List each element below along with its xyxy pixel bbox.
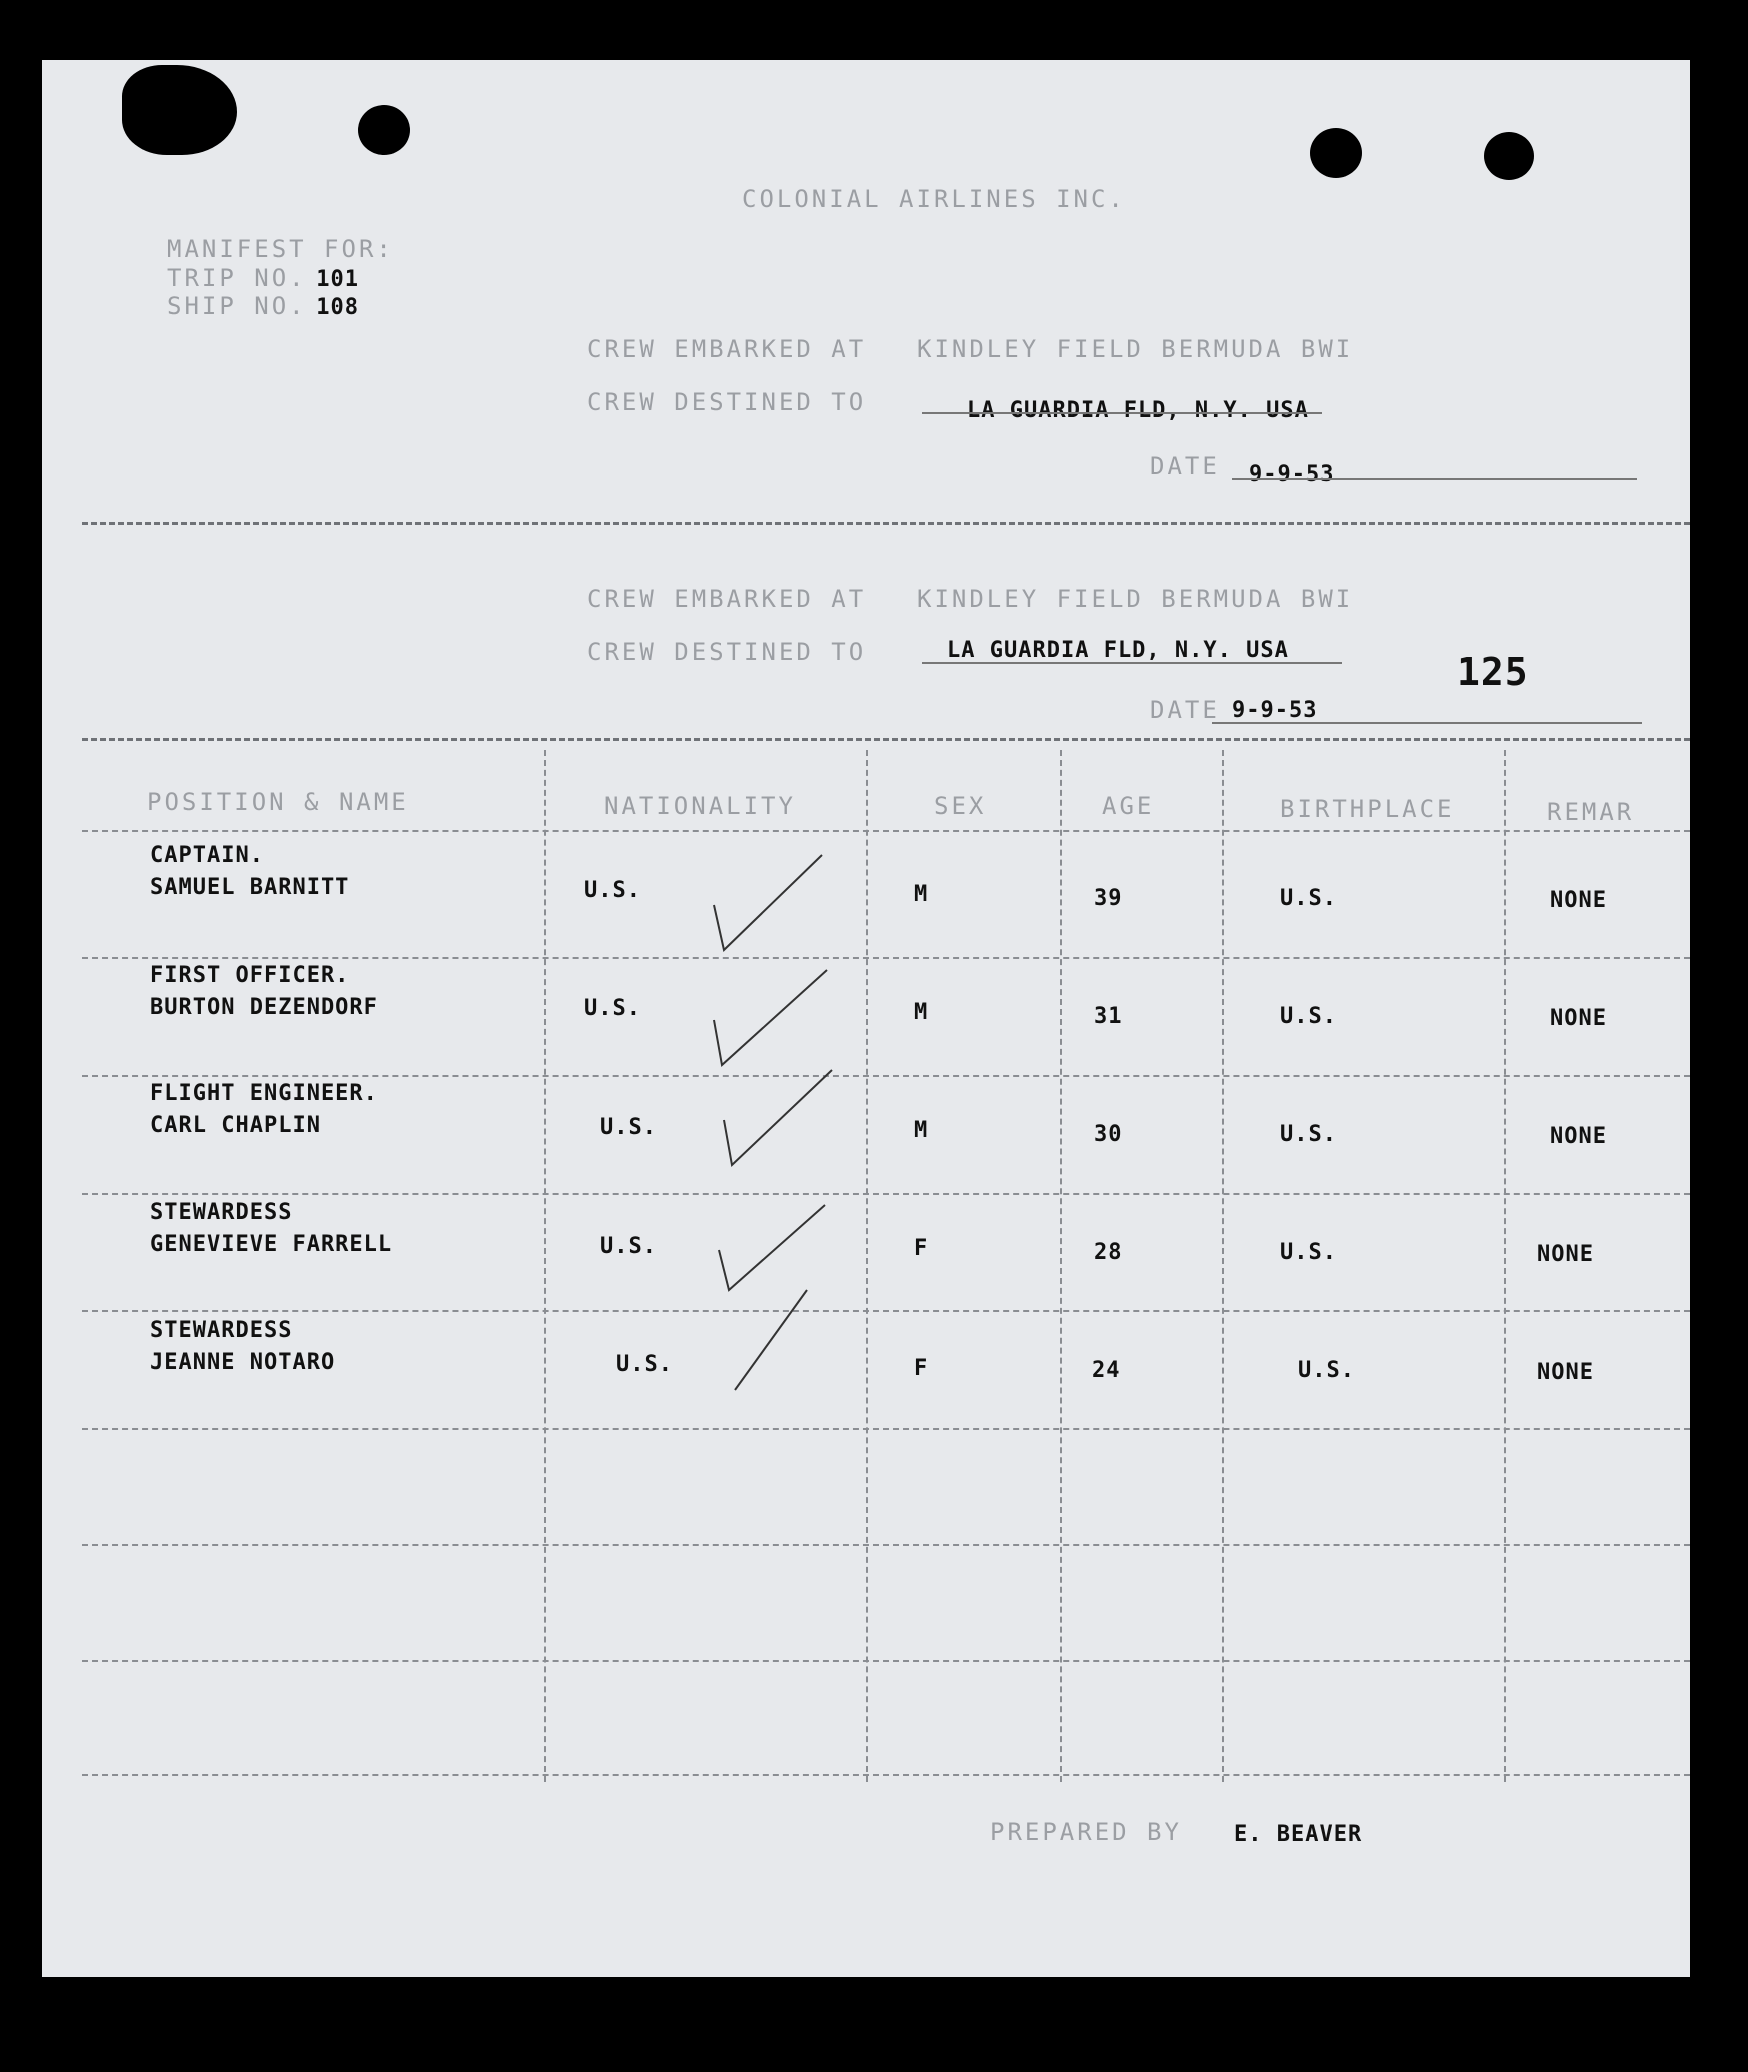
ship-number-row bbox=[167, 292, 359, 320]
section2-destined-underline bbox=[922, 662, 1342, 664]
row2-nationality: U.S. bbox=[584, 996, 641, 1021]
torn-corner-mark bbox=[122, 65, 237, 155]
manifest-sheet bbox=[42, 60, 1690, 1977]
row1-remarks: NONE bbox=[1550, 888, 1607, 913]
row3-sex: M bbox=[914, 1118, 929, 1143]
row2-position: FIRST OFFICER. bbox=[150, 963, 350, 988]
company-name: COLONIAL AIRLINES INC. bbox=[742, 185, 1126, 213]
prepared-by-value: E. BEAVER bbox=[1234, 1822, 1363, 1847]
section1-embarked-label: CREW EMBARKED AT bbox=[587, 335, 867, 363]
row-divider-2 bbox=[82, 1075, 1690, 1077]
row2-sex: M bbox=[914, 1000, 929, 1025]
row3-position: FLIGHT ENGINEER. bbox=[150, 1081, 378, 1106]
header-position-name: POSITION & NAME bbox=[147, 788, 409, 816]
section2-embarked-label: CREW EMBARKED AT bbox=[587, 585, 867, 613]
row2-name: BURTON DEZENDORF bbox=[150, 995, 378, 1020]
row5-remarks: NONE bbox=[1537, 1360, 1594, 1385]
row3-remarks: NONE bbox=[1550, 1124, 1607, 1149]
section1-destined-label: CREW DESTINED TO bbox=[587, 388, 867, 416]
section2-date-underline bbox=[1212, 722, 1642, 724]
row4-sex: F bbox=[914, 1236, 929, 1261]
row3-name: CARL CHAPLIN bbox=[150, 1113, 321, 1138]
row5-sex: F bbox=[914, 1356, 929, 1381]
row3-age: 30 bbox=[1094, 1122, 1123, 1147]
section1-destined-underline bbox=[922, 412, 1322, 414]
row4-birthplace: U.S. bbox=[1280, 1240, 1337, 1265]
row2-birthplace: U.S. bbox=[1280, 1004, 1337, 1029]
row-divider-3 bbox=[82, 1193, 1690, 1195]
row4-remarks: NONE bbox=[1537, 1242, 1594, 1267]
table-top-border bbox=[82, 738, 1690, 741]
section1-embarked-value: KINDLEY FIELD BERMUDA BWI bbox=[917, 335, 1354, 363]
trip-number-label: TRIP NO. bbox=[167, 264, 307, 292]
row5-name: JEANNE NOTARO bbox=[150, 1350, 336, 1375]
section2-date-value: 9-9-53 bbox=[1232, 698, 1318, 723]
section1-date-label: DATE bbox=[1150, 452, 1220, 480]
row-divider-7 bbox=[82, 1660, 1690, 1662]
manifest-label: MANIFEST FOR: bbox=[167, 235, 394, 263]
row4-position: STEWARDESS bbox=[150, 1200, 293, 1225]
column-divider-1 bbox=[544, 750, 546, 1782]
section2-date-label: DATE bbox=[1150, 696, 1220, 724]
header-sex: SEX bbox=[934, 792, 987, 820]
punch-hole-far-right bbox=[1484, 132, 1534, 180]
column-divider-5 bbox=[1504, 750, 1506, 1782]
check-mark-icon bbox=[702, 965, 852, 1075]
prepared-by-label: PREPARED BY bbox=[990, 1818, 1182, 1846]
check-mark-icon bbox=[707, 1285, 857, 1395]
section1-date-value: 9-9-53 bbox=[1249, 462, 1335, 487]
check-mark-icon bbox=[707, 1190, 857, 1300]
row5-position: STEWARDESS bbox=[150, 1318, 293, 1343]
row1-sex: M bbox=[914, 882, 929, 907]
section2-destined-label: CREW DESTINED TO bbox=[587, 638, 867, 666]
row-divider-1 bbox=[82, 957, 1690, 959]
punch-hole-left bbox=[358, 105, 410, 155]
row5-birthplace: U.S. bbox=[1298, 1358, 1355, 1383]
ship-number-label: SHIP NO. bbox=[167, 292, 307, 320]
row5-nationality: U.S. bbox=[616, 1352, 673, 1377]
section-divider bbox=[82, 522, 1690, 525]
check-mark-icon bbox=[712, 1065, 862, 1175]
section2-destined-value: LA GUARDIA FLD, N.Y. USA bbox=[947, 638, 1289, 663]
punch-hole-right bbox=[1310, 128, 1362, 178]
trip-number-row bbox=[167, 264, 359, 292]
row1-position: CAPTAIN. bbox=[150, 843, 264, 868]
section2-embarked-value: KINDLEY FIELD BERMUDA BWI bbox=[917, 585, 1354, 613]
page-number: 125 bbox=[1457, 650, 1529, 694]
row2-remarks: NONE bbox=[1550, 1006, 1607, 1031]
row4-nationality: U.S. bbox=[600, 1234, 657, 1259]
ship-number-value: 108 bbox=[316, 295, 359, 320]
table-header-border bbox=[82, 830, 1690, 832]
row2-age: 31 bbox=[1094, 1004, 1123, 1029]
table-bottom-border bbox=[82, 1774, 1690, 1776]
section1-date-underline bbox=[1232, 478, 1637, 480]
row-divider-6 bbox=[82, 1544, 1690, 1546]
header-remarks: REMAR bbox=[1547, 798, 1635, 826]
trip-number-value: 101 bbox=[316, 267, 359, 292]
row1-name: SAMUEL BARNITT bbox=[150, 875, 350, 900]
header-nationality: NATIONALITY bbox=[604, 792, 796, 820]
section1-destined-value: LA GUARDIA FLD, N.Y. USA bbox=[967, 398, 1309, 423]
header-birthplace: BIRTHPLACE bbox=[1280, 795, 1455, 823]
row-divider-4 bbox=[82, 1310, 1690, 1312]
row-divider-5 bbox=[82, 1428, 1690, 1430]
column-divider-4 bbox=[1222, 750, 1224, 1782]
row1-nationality: U.S. bbox=[584, 878, 641, 903]
row1-birthplace: U.S. bbox=[1280, 886, 1337, 911]
row3-nationality: U.S. bbox=[600, 1115, 657, 1140]
column-divider-2 bbox=[866, 750, 868, 1782]
row5-age: 24 bbox=[1092, 1358, 1121, 1383]
row3-birthplace: U.S. bbox=[1280, 1122, 1337, 1147]
header-age: AGE bbox=[1102, 792, 1155, 820]
row1-age: 39 bbox=[1094, 886, 1123, 911]
check-mark-icon bbox=[702, 850, 852, 960]
column-divider-3 bbox=[1060, 750, 1062, 1782]
row4-age: 28 bbox=[1094, 1240, 1123, 1265]
row4-name: GENEVIEVE FARRELL bbox=[150, 1232, 393, 1257]
